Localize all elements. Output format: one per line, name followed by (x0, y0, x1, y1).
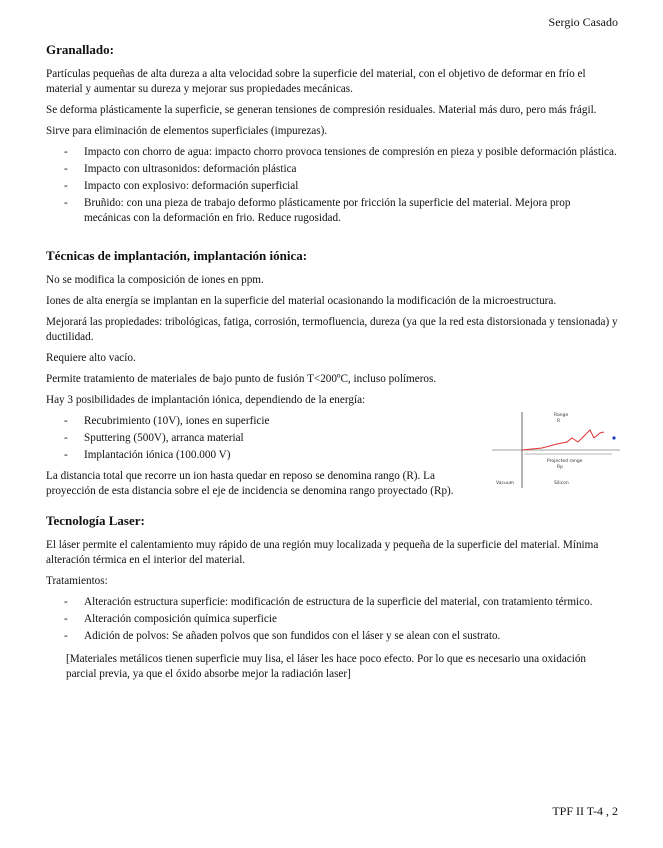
paragraph: Requiere alto vacío. (46, 352, 136, 364)
silicon-label: Silicon (554, 481, 569, 486)
section-title: Granallado: (46, 42, 114, 57)
implant-block (46, 414, 618, 499)
page-header-author: Sergio Casado (548, 15, 618, 29)
dash-bullet-icon: - (64, 596, 68, 608)
projected-range-symbol: Rp (557, 465, 563, 470)
section-title: Técnicas de implantación, implantación iónica: (46, 248, 308, 263)
dash-bullet-icon: - (64, 432, 68, 444)
dash-bullet-icon: - (64, 197, 68, 209)
dash-bullet-icon: - (64, 630, 68, 642)
section-granallado (46, 42, 618, 226)
list-item: - Alteración composición química superficie (64, 613, 277, 625)
ion-path (522, 430, 604, 450)
dash-bullet-icon: - (64, 613, 68, 625)
dash-bullet-icon: - (64, 449, 68, 461)
list-item: - Recubrimiento (10V), iones en superficie (64, 415, 270, 427)
paragraph: Permite tratamiento de materiales de bajo punto de fusión T<200ºC, incluso polímeros. (46, 373, 437, 385)
document-content (46, 42, 618, 688)
range-symbol: R (557, 419, 561, 424)
list-item: - Impacto con ultrasonidos: deformación plástica (64, 163, 297, 175)
paragraph: El láser permite el calentamiento muy rápido de una región muy localizada y pequeña de la superficie del material. Mínima alteración térmica en el interior del material. (46, 539, 599, 566)
list-item: - Impacto con chorro de agua: impacto chorro provoca tensiones de compresión en pieza y posible deformación plástica. (64, 146, 617, 158)
dash-bullet-icon: - (64, 146, 68, 158)
paragraph: Iones de alta energía se implantan en la superficie del material ocasionando la modificación de la microestructura. (46, 295, 557, 307)
dash-bullet-icon: - (64, 415, 68, 427)
dash-bullet-icon: - (64, 180, 68, 192)
projected-range-label: Projected range (547, 459, 583, 464)
list-item: - Adición de polvos: Se añaden polvos que son fundidos con el láser y se alean con el sustrato. (64, 630, 501, 642)
list-item: - Bruñido: con una pieza de trabajo deformo plásticamente por fricción la superficie del material. Mejora prop mecánicas con la deformación en frio. Reduce rugosidad. (64, 197, 571, 224)
section-implantacion-ionica (46, 248, 618, 499)
section-title: Tecnología Laser: (46, 513, 145, 528)
dash-bullet-icon: - (64, 163, 68, 175)
list-item: - Impacto con explosivo: deformación superficial (64, 180, 299, 192)
page-footer-number: TPF II T-4 , 2 (552, 804, 618, 818)
ion-range-diagram (492, 408, 622, 488)
vacuum-label: Vacuum (496, 481, 515, 486)
paragraph: Sirve para eliminación de elementos superficiales (impurezas). (46, 125, 328, 137)
paragraph: Mejorará las propiedades: tribológicas, fatiga, corrosión, termofluencia, dureza (ya que la red esta distorsionada y tensionada) y ductilidad. (46, 316, 618, 343)
paragraph: Hay 3 posibilidades de implantación iónica, dependiendo de la energía: (46, 394, 366, 406)
paragraph: Tratamientos: (46, 575, 108, 587)
bullet-list (46, 595, 618, 644)
paragraph: Partículas pequeñas de alta dureza a alta velocidad sobre la superficie del material, con el objetivo de deformar en frío el material y aumentar su dureza y mejorar sus propiedades mecánicas. (46, 68, 586, 95)
section-tecnologia-laser (46, 513, 618, 682)
ion-end-point (612, 436, 615, 439)
list-item: - Implantación iónica (100.000 V) (64, 449, 231, 461)
paragraph: Se deforma plásticamente la superficie, se generan tensiones de compresión residuales. Material más duro, pero más frágil. (46, 104, 597, 116)
note-paragraph: [Materiales metálicos tienen superficie muy lisa, el láser les hace poco efecto. Por lo que es necesario una oxidación parcial previa, ya que el óxido absorbe mejor la radiación laser] (66, 653, 587, 680)
list-item: - Sputtering (500V), arranca material (64, 432, 244, 444)
paragraph: La distancia total que recorre un ion hasta quedar en reposo se denomina rango (R). La proyección de esta distancia sobre el eje de incidencia se denomina rango proyectado (Rp). (46, 470, 454, 497)
range-label: Range (554, 413, 569, 418)
paragraph: No se modifica la composición de iones en ppm. (46, 274, 264, 286)
list-item: - Alteración estructura superficie: modificación de estructura de la superficie del material, con tratamiento térmico. (64, 596, 593, 608)
bullet-list (46, 145, 618, 226)
